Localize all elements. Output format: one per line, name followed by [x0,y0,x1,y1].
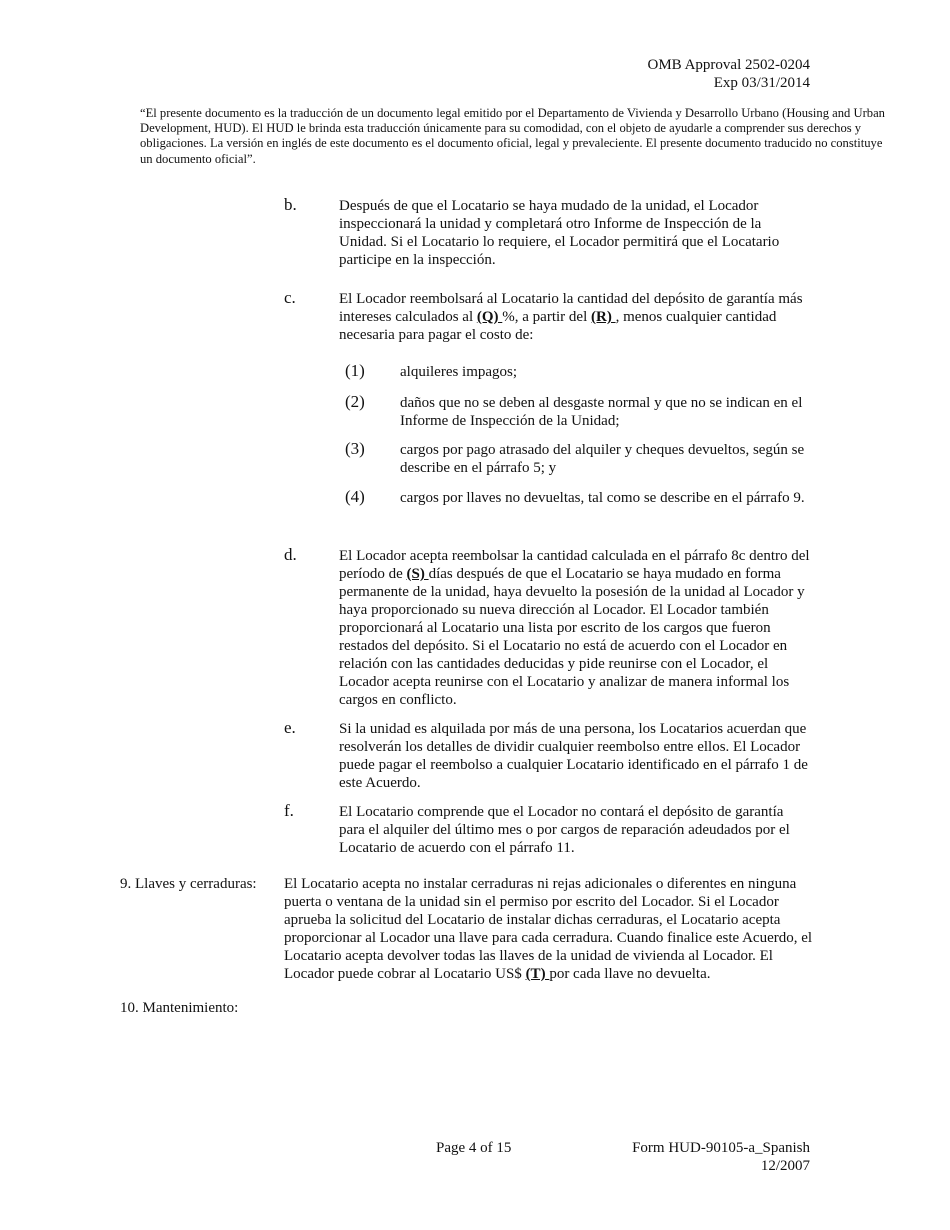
form-id [632,1139,810,1175]
blank-r: (R) [591,309,616,325]
list-item-4-number: (4) [345,487,365,506]
item-f-label: f. [284,801,294,820]
section-10-title: 10. Mantenimiento: [120,1000,239,1016]
item-d-text: El Locador acepta reembolsar la cantidad calculada en el párrafo 8c dentro del período de (S) días después de que el Locatario se haya mudado en forma permanente de la unidad, haya devuelto la posesión de la unidad al Locador y haya proporcionado su nueva dirección al Locador. El Locador también proporcionará al Locatario una lista por escrito de los cargos que fueron restados del depósito. Si el Locatario no está de acuerdo con el Locador en relación con las cantidades deducidas y pide reunirse con el Locador, el Locador acepta reunirse con el Locatario y analizar de manera informal los cargos en conflicto. [339,548,810,708]
item-f-text: El Locatario comprende que el Locador no contará el depósito de garantía para el alquiler del último mes o por cargos de reparación adeudados por el Locatario de acuerdo con el párrafo 11. [339,804,790,856]
page-number: Page 4 of 15 [436,1140,512,1156]
list-item-1-number: (1) [345,361,365,380]
item-c-label: c. [284,288,296,307]
omb-expiration: Exp 03/31/2014 [713,75,810,91]
item-b-label: b. [284,195,297,214]
section-9-text: El Locatario acepta no instalar cerraduras ni rejas adicionales o diferentes en ninguna puerta o ventana de la unidad sin el permiso por escrito del Locador. Si el Locador aprueba la solicitud del Locatario de instalar dichas cerraduras, el Locatario acepta proporcionar al Locador una llave para cada cerradura. Cuando finalice este Acuerdo, el Locatario acepta devolver todas las llaves de la unidad de vivienda al Locador. El Locador puede cobrar al Locatario US$ (T) por cada llave no devuelta. [284,876,813,982]
item-e-text: Si la unidad es alquilada por más de una persona, los Locatarios acuerdan que resolverán los detalles de dividir cualquier reembolso entre ellos. El Locador puede pagar el reembolso a cualquier Locatario identificado en el párrafo 1 de este Acuerdo. [339,721,808,791]
omb-number: OMB Approval 2502-0204 [647,57,810,73]
blank-s: (S) [406,566,429,582]
list-item-2-number: (2) [345,392,365,411]
form-date: 12/2007 [760,1158,810,1174]
translation-disclaimer: “El presente documento es la traducción de un documento legal emitido por el Departamento de Vivienda y Desarrollo Urbano (Housing and Urban Development, HUD). El HUD le brinda esta traducción únicamente para su comodidad, con el objeto de ayudarle a comprender sus derechos y obligaciones. La versión en inglés de este documento es el documento oficial, legal y prevaleciente. El presente documento traducido no constituye un documento oficial”. [140,106,885,166]
item-d-label: d. [284,545,297,564]
blank-t: (T) [525,966,550,982]
blank-q: (Q) [476,309,503,325]
list-item-4-text: cargos por llaves no devueltas, tal como se describe en el párrafo 9. [400,490,805,506]
section-9-title: 9. Llaves y cerraduras: [120,876,257,892]
item-b-text: Después de que el Locatario se haya mudado de la unidad, el Locador inspeccionará la unidad y completará otro Informe de Inspección de la Unidad. Si el Locatario lo requiere, el Locador permitirá que el Locatario participe en la inspección. [339,198,780,268]
omb-approval [648,56,811,92]
list-item-2-text: daños que no se deben al desgaste normal y que no se indican en el Informe de Inspección de la Unidad; [400,395,803,429]
list-item-3-text: cargos por pago atrasado del alquiler y cheques devueltos, según se describe en el párrafo 5; y [400,442,805,476]
item-c-text: El Locador reembolsará al Locatario la cantidad del depósito de garantía más intereses calculados al (Q) %, a partir del (R) , menos cualquier cantidad necesaria para pagar el costo de: [339,291,803,343]
form-number: Form HUD-90105-a_Spanish [632,1140,810,1156]
list-item-1-text: alquileres impagos; [400,364,518,380]
item-e-label: e. [284,718,296,737]
list-item-3-number: (3) [345,439,365,458]
